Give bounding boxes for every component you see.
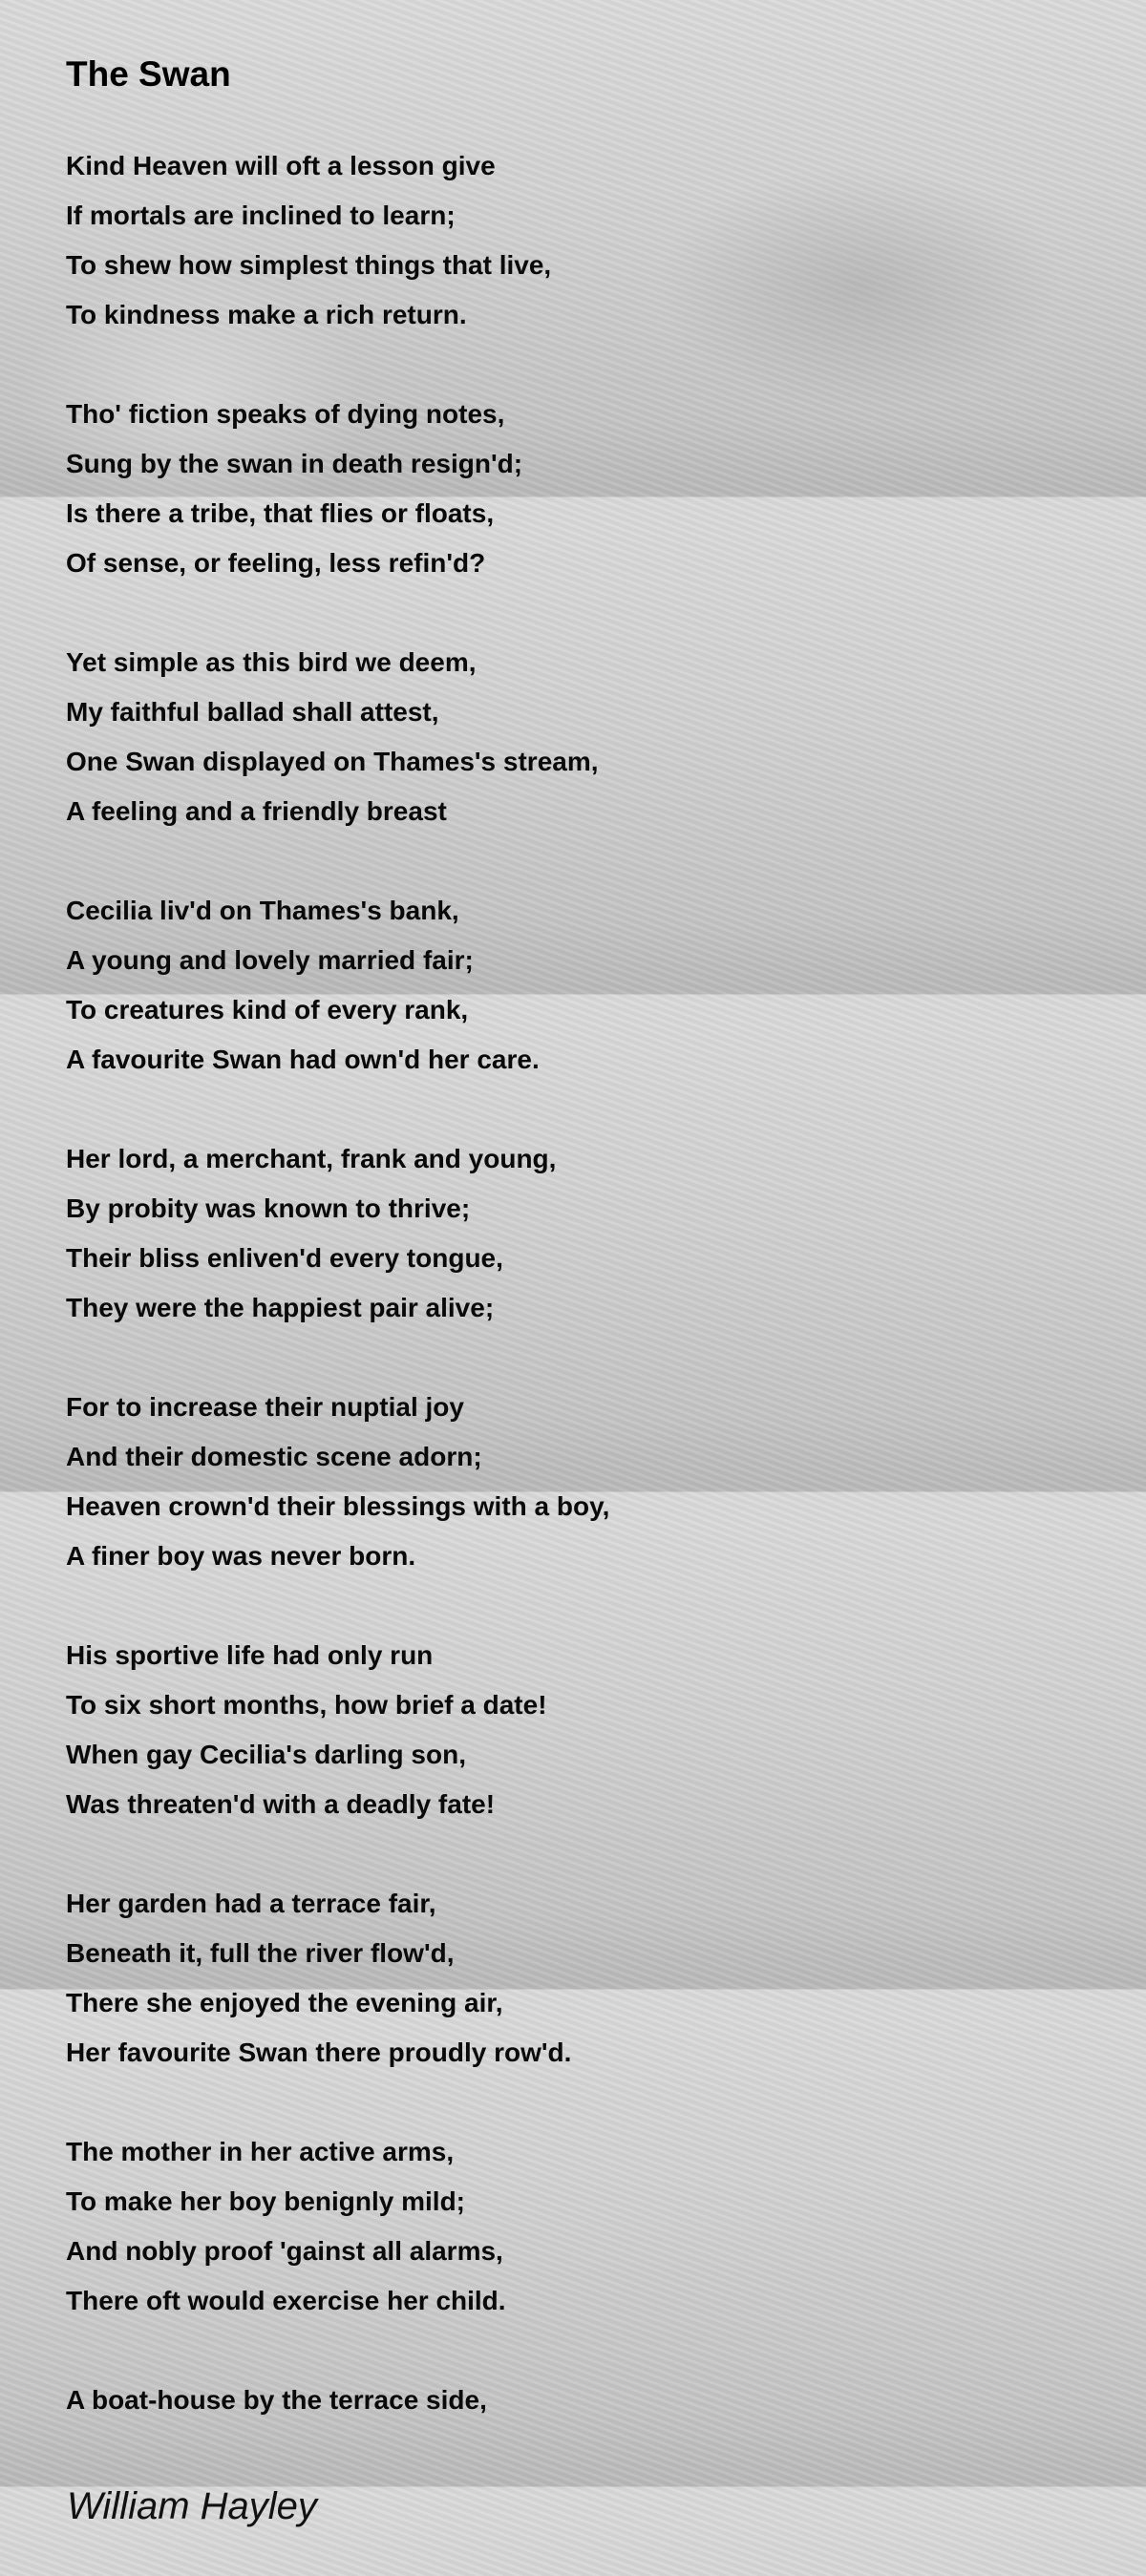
poem-line: To creatures kind of every rank, [66, 995, 469, 1024]
poem-line: Heaven crown'd their blessings with a boy, [66, 1491, 610, 1521]
stanza-gap [66, 1333, 609, 1383]
poem-line: To kindness make a rich return. [66, 300, 467, 329]
poem-line: The mother in her active arms, [66, 2137, 455, 2166]
poem-line: One Swan displayed on Thames's stream, [66, 747, 599, 776]
poem-line: Of sense, or feeling, less refin'd? [66, 548, 486, 578]
poem-line: My faithful ballad shall attest, [66, 697, 439, 727]
poem-line: A feeling and a friendly breast [66, 796, 447, 826]
poem-line: Beneath it, full the river flow'd, [66, 1938, 455, 1968]
poem-line: There oft would exercise her child. [66, 2286, 506, 2315]
poem-line: Kind Heaven will oft a lesson give [66, 151, 496, 180]
poem-line: Cecilia liv'd on Thames's bank, [66, 896, 459, 925]
poem-body [66, 141, 609, 2425]
poem-line: And their domestic scene adorn; [66, 1442, 482, 1471]
poem-line: Tho' fiction speaks of dying notes, [66, 399, 505, 429]
stanza-gap [66, 1581, 609, 1631]
poem-line: Is there a tribe, that flies or floats, [66, 498, 495, 528]
poem-line: To make her boy benignly mild; [66, 2186, 465, 2216]
poem-line: Her favourite Swan there proudly row'd. [66, 2038, 572, 2067]
poem-line: His sportive life had only run [66, 1640, 434, 1670]
poem-line: To shew how simplest things that live, [66, 250, 552, 280]
poem-line: A boat-house by the terrace side, [66, 2385, 487, 2415]
stanza-gap [66, 1829, 609, 1879]
stanza-gap [66, 2078, 609, 2127]
poem-line: And nobly proof 'gainst all alarms, [66, 2236, 503, 2266]
poem-line: They were the happiest pair alive; [66, 1293, 495, 1322]
poem-title: The Swan [66, 54, 231, 94]
stanza-gap [66, 836, 609, 886]
stanza-gap [66, 1085, 609, 1134]
poem-line: To six short months, how brief a date! [66, 1690, 547, 1720]
stanza-gap [66, 340, 609, 390]
poem-line: For to increase their nuptial joy [66, 1392, 464, 1422]
poem-line: There she enjoyed the evening air, [66, 1988, 503, 2017]
poem-line: Was threaten'd with a deadly fate! [66, 1789, 496, 1819]
poem-line: When gay Cecilia's darling son, [66, 1740, 466, 1769]
poem-line: A favourite Swan had own'd her care. [66, 1045, 540, 1074]
poem-line: A young and lovely married fair; [66, 945, 474, 975]
stanza-gap [66, 2326, 609, 2375]
poem-line: By probity was known to thrive; [66, 1193, 471, 1223]
poem-author: William Hayley [67, 2485, 317, 2527]
stanza-gap [66, 588, 609, 638]
poem-line: Sung by the swan in death resign'd; [66, 449, 523, 478]
poem-line: Her lord, a merchant, frank and young, [66, 1144, 557, 1173]
poem-line: Yet simple as this bird we deem, [66, 647, 477, 677]
poem-line: Her garden had a terrace fair, [66, 1889, 436, 1918]
poem-line: Their bliss enliven'd every tongue, [66, 1243, 503, 1273]
poem-line: A finer boy was never born. [66, 1541, 416, 1571]
poem-line: If mortals are inclined to learn; [66, 201, 456, 230]
